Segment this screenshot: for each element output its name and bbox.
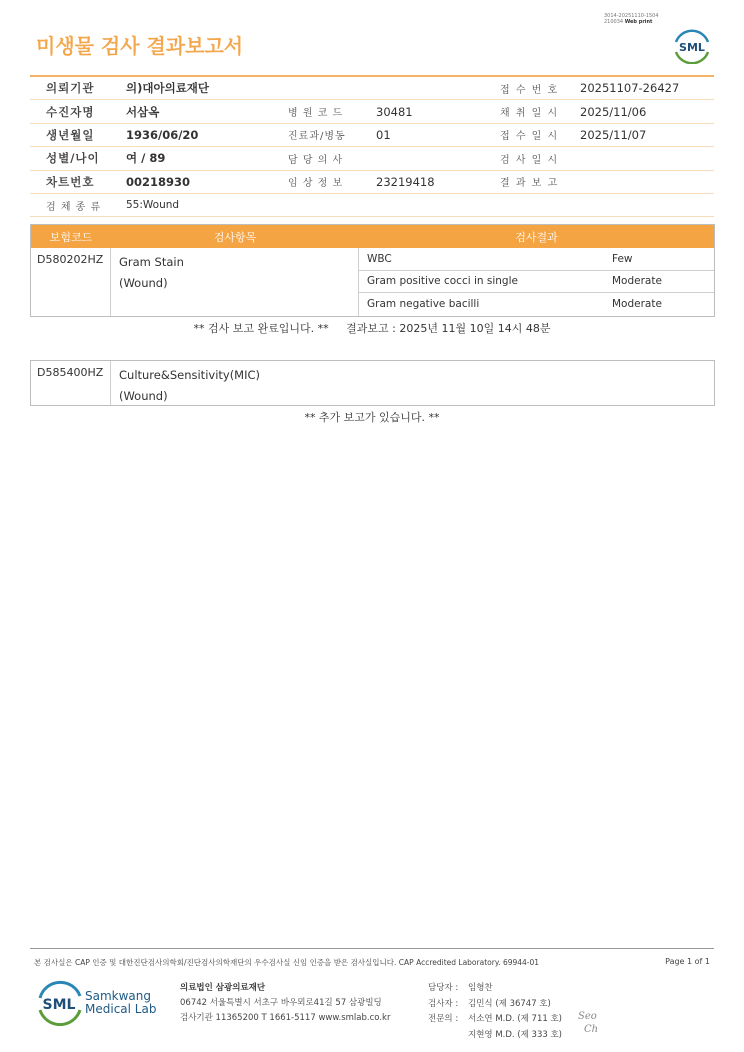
info-value: 00218930 <box>126 174 191 189</box>
print-meta-line1: 3014-20251110-1504 <box>604 13 659 19</box>
table-row <box>31 361 714 405</box>
print-meta-web: Web print <box>624 19 653 25</box>
result-value: Few <box>612 252 633 265</box>
company-address <box>180 981 390 1026</box>
info-label: 진료과/병동 <box>288 131 346 143</box>
result-row <box>359 271 714 294</box>
info-row <box>30 147 714 170</box>
info-value: 55:Wound <box>126 199 180 212</box>
contact-line: 검사기관 11365200 T 1661-5117 www.smlab.co.kr <box>180 1013 391 1023</box>
result-value: Moderate <box>612 275 662 288</box>
result-row <box>359 248 714 271</box>
sml-logo-icon <box>672 28 712 64</box>
patient-info-table <box>30 75 714 217</box>
result-name: Gram negative bacilli <box>367 298 480 311</box>
header-item: 검사항목 <box>213 230 257 244</box>
info-row <box>30 194 714 217</box>
test-item-specimen: (Wound) <box>119 389 168 403</box>
info-value: 2025/11/07 <box>580 127 647 142</box>
info-value: 여 / 89 <box>126 151 166 166</box>
info-value: 2025/11/06 <box>580 104 647 119</box>
print-meta-line2 <box>604 19 659 25</box>
info-value: 20251107-26427 <box>580 81 680 96</box>
info-row <box>30 100 714 123</box>
signatures <box>578 1010 598 1036</box>
test-item-name: Culture&Sensitivity(MIC) <box>119 368 261 382</box>
test-item <box>111 248 359 316</box>
footer-logo-text: SML <box>42 997 76 1013</box>
info-value: 서삼옥 <box>126 104 160 119</box>
info-label: 의뢰기관 <box>46 81 95 96</box>
report-title: 미생물 검사 결과보고서 <box>36 34 244 58</box>
header-code: 보험코드 <box>49 230 93 244</box>
samkwang-logo-icon <box>36 980 84 1026</box>
info-label: 접 수 번 호 <box>500 84 559 96</box>
test-item-name: Gram Stain <box>119 255 184 269</box>
print-meta <box>604 13 659 25</box>
signature: Ch <box>584 1024 599 1035</box>
results-table-header <box>31 225 714 248</box>
report-complete-note: ** 검사 보고 완료입니다. ** 결과보고 : 2025년 11월 10일 14시 48분 <box>193 322 551 335</box>
test-results <box>359 248 714 316</box>
insurance-code: D580202HZ <box>31 248 111 316</box>
info-row <box>30 77 714 100</box>
company-name <box>85 990 156 1016</box>
staff-role: 전문의 : <box>428 1014 459 1024</box>
info-value: 01 <box>376 127 391 142</box>
staff-name: 김민식 (제 36747 호) <box>468 998 551 1009</box>
staff-role: 검사자 : <box>428 998 459 1009</box>
info-label: 수진자명 <box>46 104 95 119</box>
staff-row <box>428 981 562 997</box>
test-item-specimen: (Wound) <box>119 276 168 290</box>
staff-row <box>428 997 562 1013</box>
header-result: 검사결과 <box>515 230 558 244</box>
table-row <box>31 248 714 316</box>
info-value: 30481 <box>376 104 413 119</box>
staff-name: 임형찬 <box>468 983 493 993</box>
additional-report-note: ** 추가 보고가 있습니다. ** <box>304 411 440 424</box>
insurance-code: D585400HZ <box>31 361 111 405</box>
accreditation-note: 본 검사실은 CAP 인증 및 대한진단검사의학회/진단검사의학재단의 우수검사실 신임 인증을 받은 검사실입니다. CAP Accredited Laboratory. 69944-01 <box>34 958 540 967</box>
print-meta-code: 210034 <box>604 19 624 25</box>
test-item <box>111 361 511 405</box>
result-row <box>359 293 714 316</box>
info-label: 담 당 의 사 <box>288 154 344 166</box>
info-row <box>30 171 714 194</box>
info-label: 차트번호 <box>46 174 95 189</box>
staff-role: 담당자 : <box>428 983 459 993</box>
info-label: 성별/나이 <box>46 151 100 166</box>
info-label: 채 취 일 시 <box>500 108 559 120</box>
staff-row <box>428 1012 562 1028</box>
staff-list <box>428 981 562 1043</box>
info-label: 검 사 일 시 <box>500 154 559 166</box>
staff-row <box>428 1028 562 1044</box>
info-value: 의)대아의료재단 <box>126 81 210 96</box>
info-label: 접 수 일 시 <box>500 131 559 143</box>
result-name: WBC <box>367 252 392 265</box>
signature: Seo <box>578 1011 597 1022</box>
foundation-name: 의료법인 삼광의료재단 <box>180 983 266 993</box>
info-label: 생년월일 <box>46 127 95 142</box>
company-name-line1: Samkwang <box>85 989 151 1003</box>
footer-divider <box>30 948 714 949</box>
culture-table <box>30 360 715 406</box>
page-number: Page 1 of 1 <box>665 957 710 966</box>
company-name-line2: Medical Lab <box>85 1002 157 1016</box>
info-value: 23219418 <box>376 174 435 189</box>
result-value: Moderate <box>612 298 662 311</box>
info-label: 검 체 종 류 <box>46 201 102 213</box>
address-line: 06742 서울특별시 서초구 바우뫼로41길 57 삼광빌딩 <box>180 998 382 1008</box>
info-label: 병 원 코 드 <box>288 108 344 120</box>
result-name: Gram positive cocci in single <box>367 275 518 288</box>
info-value: 1936/06/20 <box>126 127 199 142</box>
staff-name: 지현영 M.D. (제 333 호) <box>468 1029 563 1040</box>
staff-role <box>428 1028 468 1044</box>
logo-text: SML <box>679 41 705 54</box>
info-label: 임 상 정 보 <box>288 178 344 190</box>
info-row <box>30 124 714 147</box>
info-label: 결 과 보 고 <box>500 178 559 190</box>
results-table <box>30 224 715 317</box>
staff-name: 서소연 M.D. (제 711 호) <box>468 1014 563 1024</box>
